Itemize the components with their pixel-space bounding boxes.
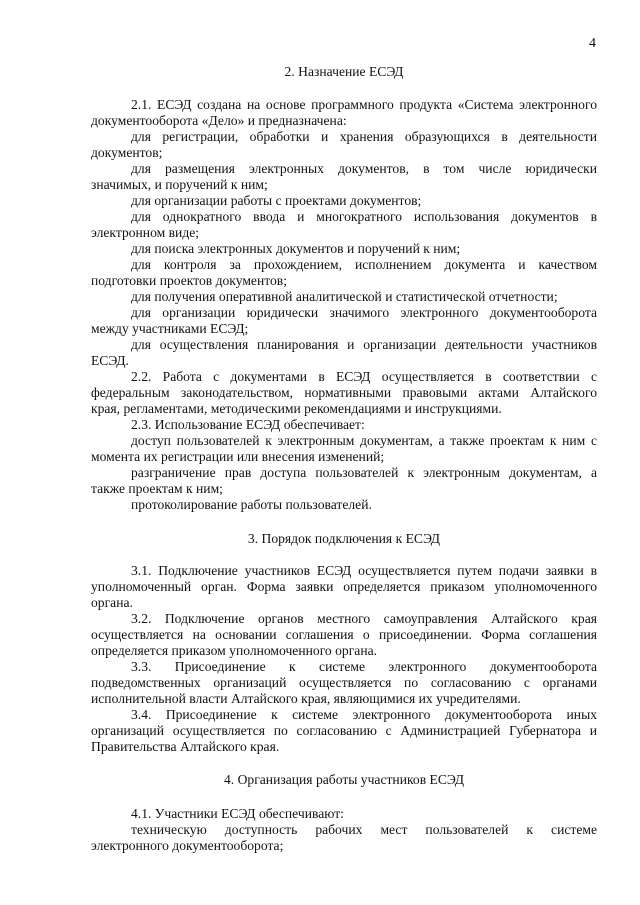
- paragraph-line: для размещения электронных документов, в том числе юридически: [131, 161, 597, 176]
- paragraph-line: 4.1. Участники ЕСЭД обеспечивают:: [131, 806, 344, 821]
- section-heading: 4. Организация работы участников ЕСЭД: [223, 772, 464, 787]
- paragraph-line: между участниками ЕСЭД;: [91, 321, 249, 336]
- paragraph-line: 2.3. Использование ЕСЭД обеспечивает:: [131, 417, 365, 432]
- page-number: 4: [589, 36, 596, 51]
- paragraph-line: доступ пользователей к электронным документам, а также проектам к ним с: [131, 433, 597, 448]
- section-heading: 3. Порядок подключения к ЕСЭД: [247, 531, 441, 546]
- paragraph-line: значимых, и поручений к ним;: [91, 177, 268, 192]
- paragraph-line: 3.3. Присоединение к системе электронного документооборота: [131, 659, 597, 674]
- paragraph-line: Правительства Алтайского края.: [91, 739, 280, 754]
- paragraph-line: подведомственных организаций осуществляется по согласованию с органами: [91, 675, 597, 690]
- paragraph-line: для получения оперативной аналитической и статистической отчетности;: [131, 289, 558, 304]
- paragraph-line: 2.1. ЕСЭД создана на основе программного продукта «Система электронного: [131, 97, 597, 112]
- paragraph-line: края, регламентами, методическими рекомендациями и инструкциями.: [91, 401, 502, 416]
- paragraph-line: 3.2. Подключение органов местного самоуправления Алтайского края: [131, 611, 597, 626]
- paragraph-line: исполнительной власти Алтайского края, являющимися их учредителями.: [91, 691, 521, 706]
- paragraph-line: момента их регистрации или внесения изменений;: [91, 449, 385, 464]
- paragraph-line: для осуществления планирования и организации деятельности участников: [131, 337, 597, 352]
- paragraph-line: подготовки проектов документов;: [91, 273, 287, 288]
- paragraph-line: для организации работы с проектами документов;: [131, 193, 422, 208]
- paragraph-line: для регистрации, обработки и хранения образующихся в деятельности: [131, 129, 597, 144]
- paragraph-line: определяется приказом уполномоченного органа.: [91, 643, 378, 658]
- paragraph-line: документооборота «Дело» и предназначена:: [91, 113, 347, 128]
- paragraph-line: осуществляется на основании соглашения о присоединении. Форма соглашения: [91, 627, 597, 642]
- paragraph-line: документов;: [91, 145, 163, 160]
- paragraph-line: техническую доступность рабочих мест пользователей к системе: [131, 822, 597, 837]
- paragraph-line: федеральным законодательством, нормативными правовыми актами Алтайского: [91, 385, 597, 400]
- paragraph-line: электронного документооборота;: [91, 838, 284, 853]
- section-heading: 2. Назначение ЕСЭД: [284, 64, 404, 79]
- paragraph-line: протоколирование работы пользователей.: [131, 497, 372, 512]
- paragraph-line: для организации юридически значимого электронного документооборота: [131, 305, 597, 320]
- paragraph-line: разграничение прав доступа пользователей к электронным документам, а: [131, 465, 597, 480]
- paragraph-line: 3.1. Подключение участников ЕСЭД осуществляется путем подачи заявки в: [131, 563, 597, 578]
- paragraph-line: организаций осуществляется по согласованию с Администрацией Губернатора и: [91, 723, 597, 738]
- paragraph-line: органа.: [91, 595, 133, 610]
- paragraph-line: также проектам к ним;: [91, 481, 223, 496]
- paragraph-line: для однократного ввода и многократного использования документов в: [131, 209, 597, 224]
- paragraph-line: для поиска электронных документов и поручений к ним;: [131, 241, 461, 256]
- paragraph-line: для контроля за прохождением, исполнением документа и качеством: [131, 257, 597, 272]
- paragraph-line: ЕСЭД.: [91, 353, 129, 368]
- paragraph-line: уполномоченный орган. Форма заявки определяется приказом уполномоченного: [91, 579, 597, 594]
- paragraph-line: 2.2. Работа с документами в ЕСЭД осуществляется в соответствии с: [131, 369, 597, 384]
- paragraph-line: 3.4. Присоединение к системе электронного документооборота иных: [131, 707, 597, 722]
- paragraph-line: электронном виде;: [91, 225, 200, 240]
